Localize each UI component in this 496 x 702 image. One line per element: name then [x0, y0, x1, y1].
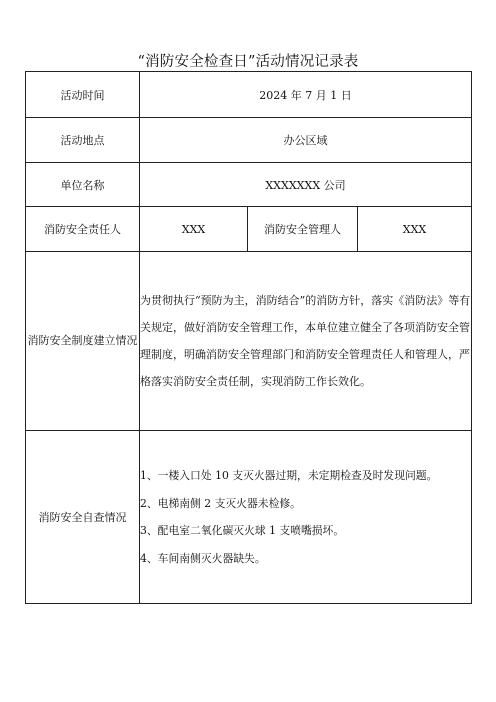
- row-activity-place: [26, 118, 472, 163]
- row-system: [26, 252, 472, 431]
- safety-manager-label: 消防安全管理人: [248, 207, 358, 252]
- row-unit-name: [26, 163, 472, 207]
- row-self-check: [26, 431, 472, 604]
- record-table: [25, 71, 472, 604]
- self-check-item: 2、电梯南侧 2 支灭火器未检修。: [140, 496, 301, 510]
- unit-name-label: 单位名称: [26, 163, 140, 207]
- row-activity-time: [26, 72, 472, 118]
- self-check-label: 消防安全自查情况: [26, 431, 140, 604]
- responsible-person-value: XXX: [140, 207, 248, 252]
- row-responsible: [26, 207, 472, 252]
- system-text: 为贯彻执行“预防为主，消防结合”的消防方针，落实《消防法》等有关规定，做好消防安全管理工作，本单位建立健全了各项消防安全管理制度，明确消防安全管理部门和消防安全管理责任人和管理人，严格落实消防安全责任制，实现消防工作长效化。: [140, 252, 472, 431]
- self-check-item: 4、车间南侧灭火器缺失。: [140, 551, 266, 565]
- responsible-person-label: 消防安全责任人: [26, 207, 140, 252]
- page-title: “消防安全检查日”活动情况记录表: [137, 54, 359, 70]
- activity-time-value: 2024 年 7 月 1 日: [140, 72, 472, 118]
- system-label: 消防安全制度建立情况: [26, 252, 140, 431]
- safety-manager-value: XXX: [358, 207, 472, 252]
- unit-name-value: XXXXXXX 公司: [140, 163, 472, 207]
- activity-place-label: 活动地点: [26, 118, 140, 163]
- self-check-item: 3、配电室二氧化碳灭火球 1 支喷嘴损坏。: [140, 524, 345, 537]
- activity-place-value: 办公区域: [140, 118, 472, 163]
- self-check-list: [140, 431, 472, 604]
- activity-time-label: 活动时间: [26, 72, 140, 118]
- self-check-item: 1、一楼入口处 10 支灭火器过期，未定期检查及时发现问题。: [140, 469, 438, 482]
